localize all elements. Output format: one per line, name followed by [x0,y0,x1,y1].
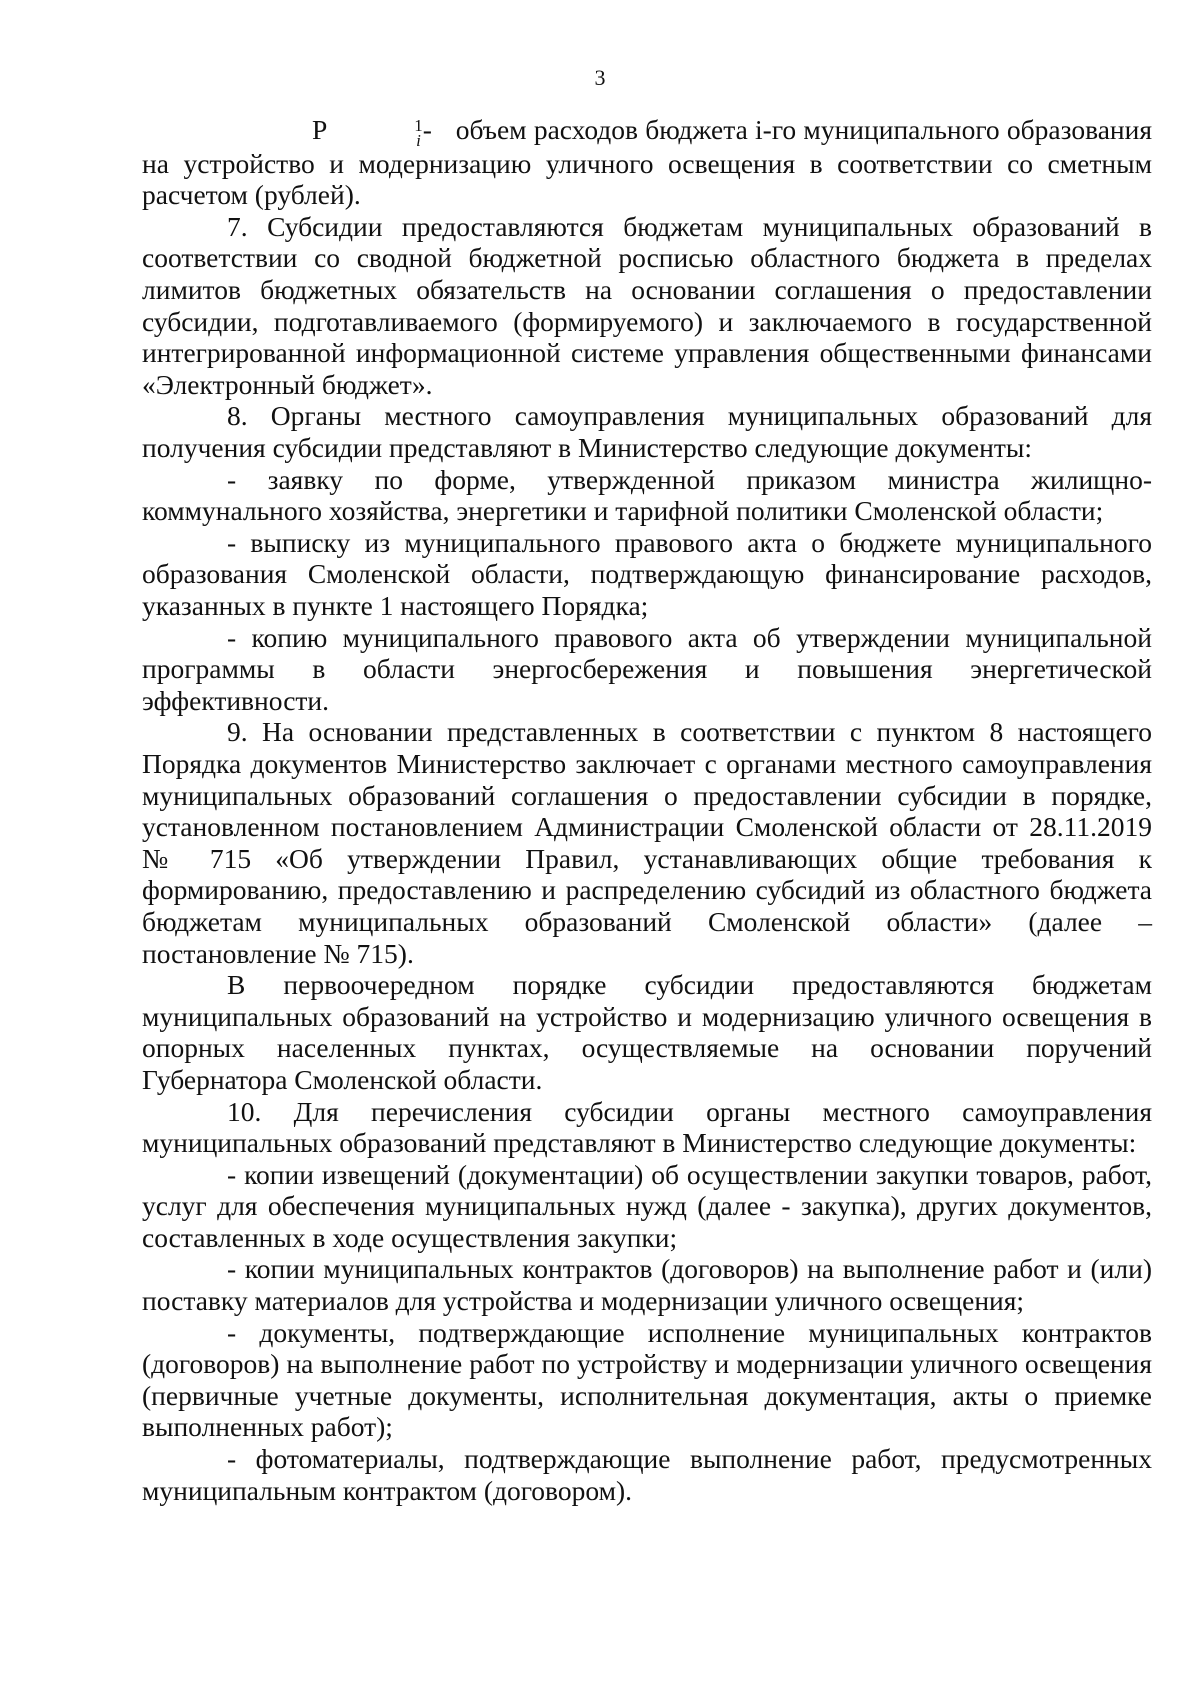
paragraph-8-item-program-copy: - копию муниципального правового акта об утверждении муниципальной программы в области энергосбережения и повышения энергетической эффективности. [142,621,1152,716]
paragraph-formula-definition [142,114,1152,211]
paragraph-7: 7. Субсидии предоставляются бюджетам муниципальных образований в соответствии со сводной бюджетной росписью областного бюджета в пределах лимитов бюджетных обязательств на основании соглашения о предоставлении субсидии, подготавливаемого (формируемого) и заключаемого в государственной интегрированной информационной системе управления общественными финансами «Электронный бюджет». [142,210,1152,400]
formula-symbol-letter: P [312,114,328,145]
formula-symbol [227,114,434,148]
formula-superscript: 1 [414,115,423,135]
document-body [142,114,1152,1506]
paragraph-9: 9. На основании представленных в соответствии с пунктом 8 настоящего Порядка документов Министерство заключает с органами местного самоуправления муниципальных образований соглашения о предоставлении субсидии в порядке, установленном постановлением Администрации Смоленской области от 28.11.2019 № 715 «Об утверждении Правил, устанавливающих общие требования к формированию, предоставлению и распределению субсидий из областного бюджета бюджетам муниципальных образований Смоленской области» (далее – постановление № 715). [142,716,1152,969]
paragraph-10-item-contracts: - копии муниципальных контрактов (договоров) на выполнение работ и (или) поставку материалов для устройства и модернизации уличного освещения; [142,1253,1152,1317]
paragraph-8-item-budget-extract: - выписку из муниципального правового акта о бюджете муниципального образования Смоленской области, подтверждающую финансирование расходов, указанных в пункте 1 настоящего Порядка; [142,526,1152,621]
formula-index-stack [329,115,423,150]
paragraph-10-item-execution-docs: - документы, подтверждающие исполнение муниципальных контрактов (договоров) на выполнение работ по устройству и модернизации уличного освещения (первичные учетные документы, исполнительная документация, акты о приемке выполненных работ); [142,1316,1152,1443]
page-number: 3 [594,65,606,90]
paragraph-10-item-photos: - фотоматериалы, подтверждающие выполнение работ, предусмотренных муниципальным контрактом (договором). [142,1443,1152,1506]
paragraph-text: объем расходов бюджета i-го муниципального образования на устройство и модернизацию уличного освещения в соответствии со сметным расчетом (рублей). [142,114,1152,211]
paragraph-8: 8. Органы местного самоуправления муниципальных образований для получения субсидии представляют в Министерство следующие документы: [142,400,1152,464]
formula-dash: - [422,114,432,145]
paragraph-10-item-notices: - копии извещений (документации) об осуществлении закупки товаров, работ, услуг для обеспечения муниципальных нужд (далее - закупка), других документов, составленных в ходе осуществления закупки; [142,1158,1152,1253]
paragraph-10: 10. Для перечисления субсидии органы местного самоуправления муниципальных образований представляют в Министерство следующие документы: [142,1095,1152,1159]
formula-subscript: i [416,130,421,150]
paragraph-8-item-application: - заявку по форме, утвержденной приказом министра жилищно-коммунального хозяйства, энергетики и тарифной политики Смоленской области; [142,463,1152,527]
paragraph-priority: В первоочередном порядке субсидии предоставляются бюджетам муниципальных образований на устройство и модернизацию уличного освещения в опорных населенных пунктах, осуществляемые на основании поручений Губернатора Смоленской области. [142,969,1152,1095]
